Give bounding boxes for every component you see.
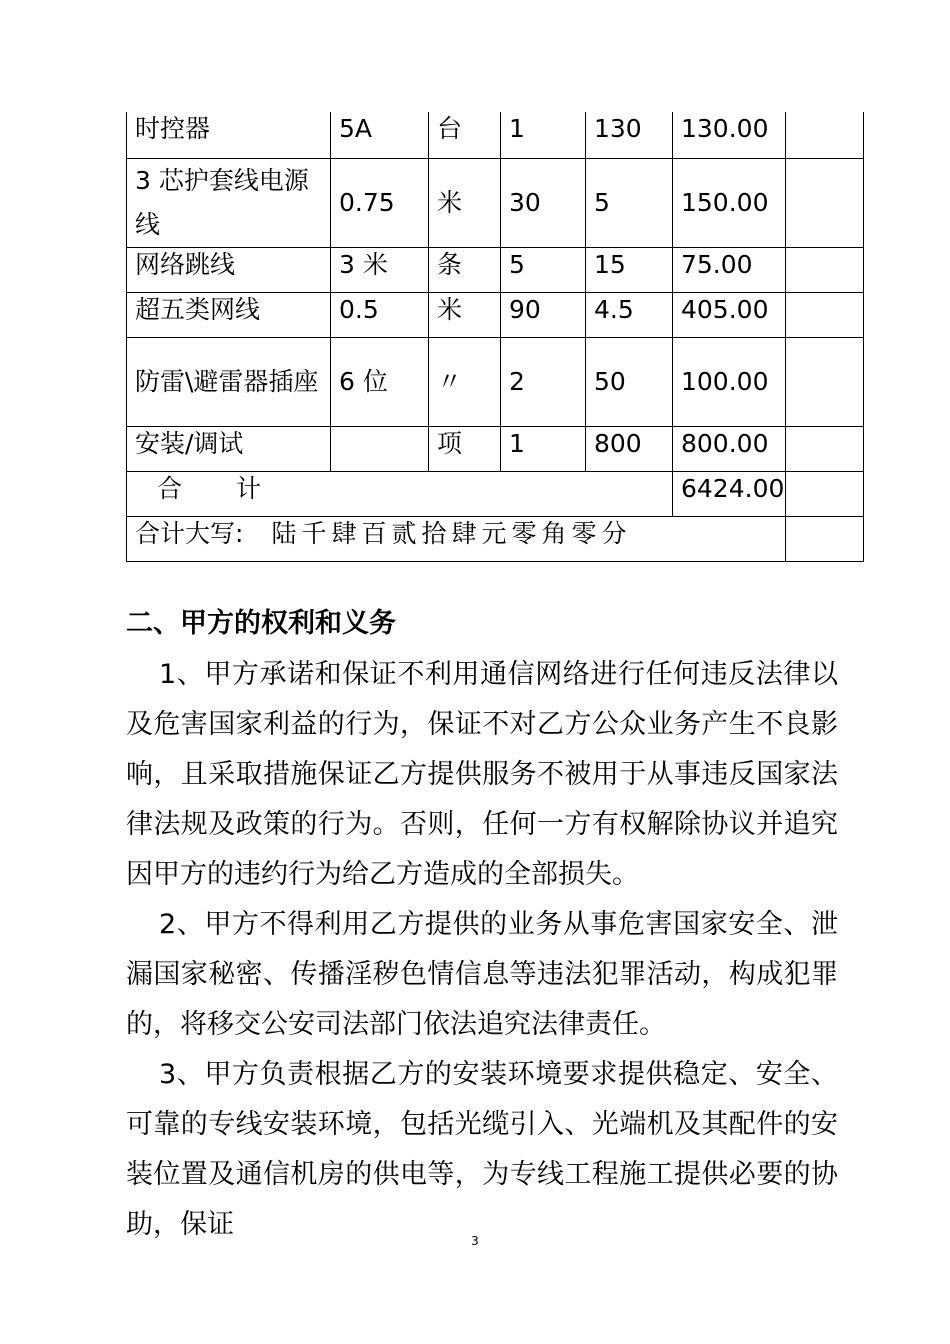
total-label-ji: 计 xyxy=(236,473,262,503)
item-spec: 3 米 xyxy=(331,247,429,292)
item-note xyxy=(786,247,864,292)
item-unit: 米 xyxy=(429,292,501,337)
item-spec: 0.75 xyxy=(331,158,429,247)
item-note xyxy=(786,337,864,426)
total-label-he: 合 xyxy=(157,473,183,503)
page-number: 3 xyxy=(471,1234,479,1248)
item-amount: 150.00 xyxy=(673,158,786,247)
paragraph-1: 1、甲方承诺和保证不利用通信网络进行任何违反法律以及危害国家利益的行为，保证不对乙方公众业务产生不良影响，且采取措施保证乙方提供服务不被用于从事违反国家法律法规及政策的行为。否则，任何一方有权解除协议并追究因甲方的违约行为给乙方造成的全部损失。 xyxy=(126,659,838,890)
item-spec xyxy=(331,426,429,471)
item-note xyxy=(786,426,864,471)
uppercase-amount: 陆千肆百贰拾肆元零角零分 xyxy=(271,518,632,548)
item-unit: 米 xyxy=(429,158,501,247)
item-unit: 〃 xyxy=(429,337,501,426)
total-note xyxy=(786,471,864,516)
item-unit: 项 xyxy=(429,426,501,471)
table-row xyxy=(127,337,864,426)
item-price: 130 xyxy=(586,112,673,158)
uppercase-note xyxy=(786,516,864,561)
item-amount: 130.00 xyxy=(673,112,786,158)
item-price: 15 xyxy=(586,247,673,292)
paragraph-3: 3、甲方负责根据乙方的安装环境要求提供稳定、安全、可靠的专线安装环境，包括光缆引入、光端机及其配件的安装位置及通信机房的供电等，为专线工程施工提供必要的协助，保证 xyxy=(126,1059,838,1240)
total-label xyxy=(127,471,673,516)
item-qty: 30 xyxy=(501,158,586,247)
item-qty: 2 xyxy=(501,337,586,426)
table-row xyxy=(127,112,864,158)
item-spec: 5A xyxy=(331,112,429,158)
table-row xyxy=(127,158,864,247)
paragraph-2: 2、甲方不得利用乙方提供的业务从事危害国家安全、泄漏国家秘密、传播淫秽色情信息等违法犯罪活动，构成犯罪的，将移交公安司法部门依法追究法律责任。 xyxy=(126,909,838,1040)
item-amount: 405.00 xyxy=(673,292,786,337)
item-qty: 90 xyxy=(501,292,586,337)
section-title: 二、甲方的权利和义务 xyxy=(126,608,396,639)
table-row xyxy=(127,426,864,471)
item-name: 3 芯护套线电源线 xyxy=(127,158,331,247)
uppercase-label: 合计大写: xyxy=(135,518,244,548)
item-name: 安装/调试 xyxy=(127,426,331,471)
item-note xyxy=(786,112,864,158)
item-name: 时控器 xyxy=(127,112,331,158)
item-note xyxy=(786,158,864,247)
uppercase-total xyxy=(127,516,786,561)
item-name: 超五类网线 xyxy=(127,292,331,337)
item-amount: 800.00 xyxy=(673,426,786,471)
uppercase-total-row xyxy=(127,516,864,561)
item-unit: 台 xyxy=(429,112,501,158)
item-unit: 条 xyxy=(429,247,501,292)
item-name: 网络跳线 xyxy=(127,247,331,292)
item-amount: 75.00 xyxy=(673,247,786,292)
table-row xyxy=(127,292,864,337)
item-spec: 0.5 xyxy=(331,292,429,337)
item-spec: 6 位 xyxy=(331,337,429,426)
item-price: 50 xyxy=(586,337,673,426)
item-price: 800 xyxy=(586,426,673,471)
item-qty: 1 xyxy=(501,426,586,471)
item-qty: 1 xyxy=(501,112,586,158)
item-qty: 5 xyxy=(501,247,586,292)
total-row xyxy=(127,471,864,516)
equipment-cost-table xyxy=(126,112,864,562)
total-amount: 6424.00 xyxy=(673,471,786,516)
table-row xyxy=(127,247,864,292)
item-name: 防雷\避雷器插座 xyxy=(127,337,331,426)
item-price: 4.5 xyxy=(586,292,673,337)
item-price: 5 xyxy=(586,158,673,247)
item-note xyxy=(786,292,864,337)
item-amount: 100.00 xyxy=(673,337,786,426)
